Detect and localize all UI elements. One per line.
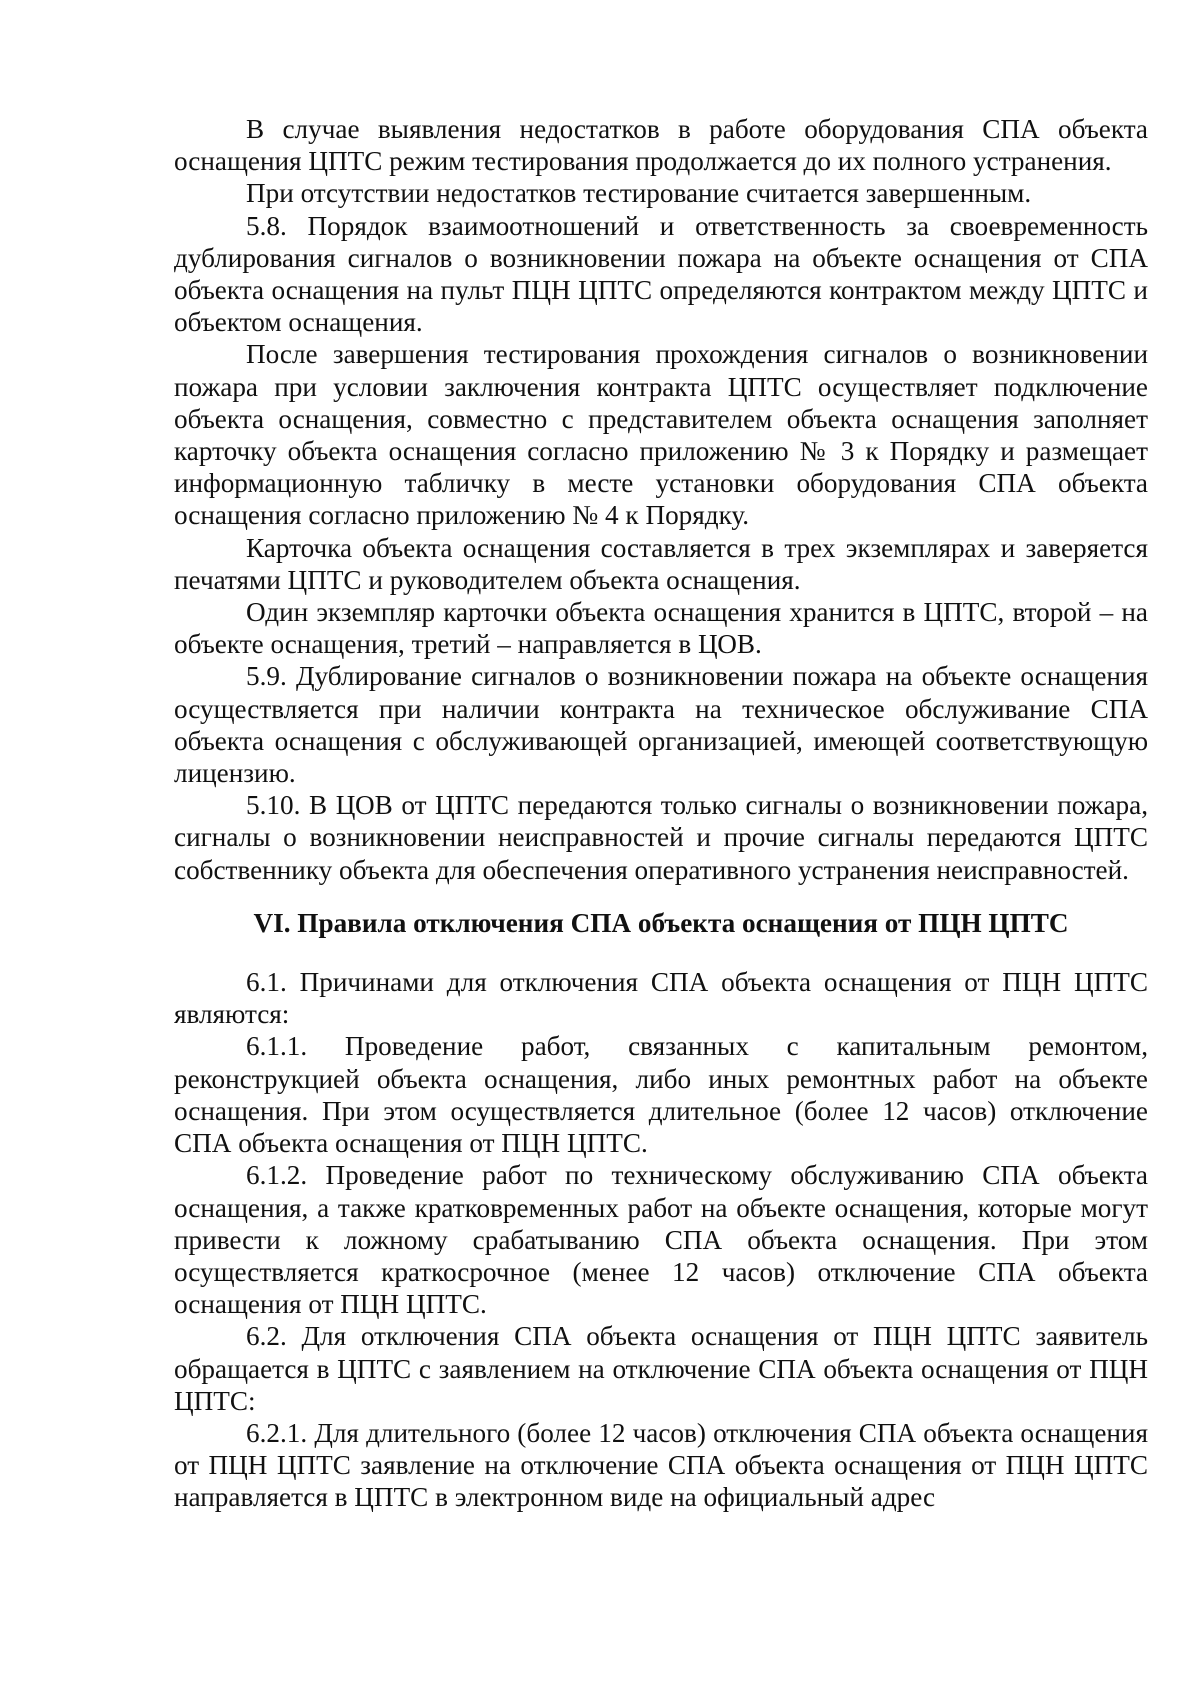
paragraph-6-1: 6.1. Причинами для отключения СПА объекта оснащения от ПЦН ЦПТС являются: (174, 967, 1148, 1030)
paragraph-testing-complete: При отсутствии недостатков тестирование считается завершенным. (246, 178, 1032, 209)
paragraph-deficiencies: В случае выявления недостатков в работе оборудования СПА объекта оснащения ЦПТС режим тестирования продолжается до их полного устранения. (174, 114, 1148, 177)
paragraph-after-testing: После завершения тестирования прохождения сигналов о возникновении пожара при условии заключения контракта ЦПТС осуществляет подключение объекта оснащения, совместно с представителем объекта оснащения заполняет карточку объекта оснащения согласно приложению № 3 к Порядку и размещает информационную табличку в месте установки оборудования СПА объекта оснащения согласно приложению № 4 к Порядку. (174, 339, 1148, 531)
paragraph-card-copies: Карточка объекта оснащения составляется в трех экземплярах и заверяется печатями ЦПТС и руководителем объекта оснащения. (174, 532, 1148, 595)
section-heading: VI. Правила отключения СПА объекта оснащения от ПЦН ЦПТС (253, 907, 1069, 938)
paragraph-5-8: 5.8. Порядок взаимоотношений и ответственность за своевременность дублирования сигналов о возникновении пожара на объекте оснащения от СПА объекта оснащения на пульт ПЦН ЦПТС определяются контрактом между ЦПТС и объектом оснащения. (174, 210, 1148, 338)
paragraph-6-2: 6.2. Для отключения СПА объекта оснащения от ПЦН ЦПТС заявитель обращается в ЦПТС с заявлением на отключение СПА объекта оснащения от ПЦН ЦПТС: (174, 1321, 1148, 1416)
paragraph-6-2-1: 6.2.1. Для длительного (более 12 часов) отключения СПА объекта оснащения от ПЦН ЦПТС заявление на отключение СПА объекта оснащения от ПЦН ЦПТС направляется в ЦПТС в электронном виде на официальный адрес (174, 1417, 1148, 1513)
paragraph-6-1-1: 6.1.1. Проведение работ, связанных с капитальным ремонтом, реконструкцией объекта оснащения, либо иных ремонтных работ на объекте оснащения. При этом осуществляется длительное (более 12 часов) отключение СПА объекта оснащения от ПЦН ЦПТС. (174, 1031, 1148, 1159)
paragraph-card-storage: Один экземпляр карточки объекта оснащения хранится в ЦПТС, второй – на объекте оснащения, третий – направляется в ЦОВ. (174, 597, 1148, 660)
document-body (174, 113, 1148, 1514)
paragraph-5-10: 5.10. В ЦОВ от ЦПТС передаются только сигналы о возникновении пожара, сигналы о возникновении неисправностей и прочие сигналы передаются ЦПТС собственнику объекта для обеспечения оперативного устранения неисправностей. (174, 790, 1148, 885)
paragraph-6-1-2: 6.1.2. Проведение работ по техническому обслуживанию СПА объекта оснащения, а также кратковременных работ на объекте оснащения, которые могут привести к ложному срабатыванию СПА объекта оснащения. При этом осуществляется краткосрочное (менее 12 часов) отключение СПА объекта оснащения от ПЦН ЦПТС. (174, 1160, 1148, 1320)
paragraph-5-9: 5.9. Дублирование сигналов о возникновении пожара на объекте оснащения осуществляется при наличии контракта на техническое обслуживание СПА объекта оснащения с обслуживающей организацией, имеющей соответствующую лицензию. (174, 661, 1148, 789)
